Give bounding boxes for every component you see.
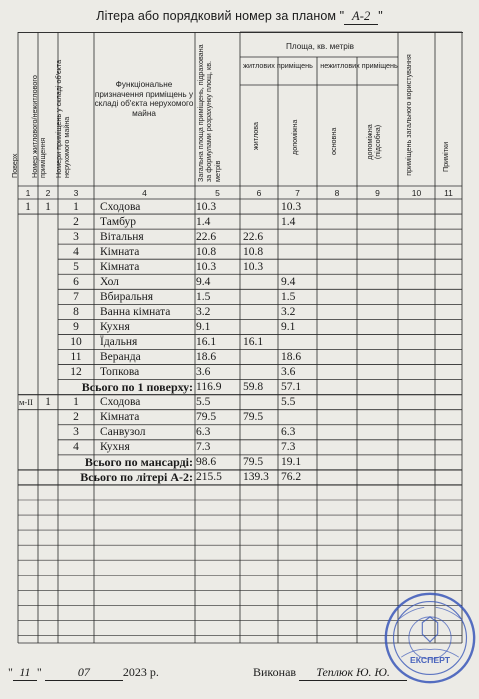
row-purpose: Сходова: [100, 396, 141, 409]
row-room-no: 12: [70, 366, 82, 379]
row-purpose: Кухня: [100, 320, 130, 333]
row-total-area: 9.1: [196, 320, 211, 333]
header-area-group: Площа, кв. метрів: [285, 42, 354, 51]
row-aux-area: 18.6: [281, 351, 302, 363]
row-room-type-no: 1: [45, 396, 51, 409]
row-purpose: Сходова: [100, 200, 141, 213]
row-room-no: 10: [70, 335, 82, 348]
row-aux-area: 1.4: [281, 215, 296, 228]
total-area: 98.6: [196, 456, 217, 469]
total-label: Всього по 1 поверху:: [81, 380, 193, 395]
row-floor: [18, 260, 38, 274]
row-room-type-no: [38, 425, 58, 439]
column-number: 4: [142, 188, 147, 198]
header-room-type-no: Номер житлового/нежитлового приміщення: [30, 75, 48, 178]
total-living: 59.8: [243, 381, 264, 394]
row-purpose: Хол: [100, 275, 119, 288]
row-total-area: 3.6: [196, 366, 211, 379]
row-aux-area: 10.3: [281, 200, 302, 213]
total-label: Всього по мансарді:: [84, 455, 193, 470]
row-total-area: 1.5: [196, 290, 211, 303]
header-main: основна: [329, 127, 338, 155]
row-floor: 1: [25, 200, 31, 213]
total-aux: 76.2: [281, 471, 302, 484]
row-total-area: 22.6: [196, 230, 217, 243]
row-total-area: 10.3: [196, 260, 217, 273]
row-room-no: 7: [73, 290, 79, 303]
row-room-no: 3: [73, 230, 79, 243]
row-aux-area: 3.2: [281, 305, 296, 318]
total-aux: 19.1: [281, 456, 302, 469]
row-floor: [18, 350, 38, 364]
header-floor: Поверх: [10, 153, 19, 178]
row-room-no: 5: [73, 260, 79, 273]
row-room-type-no: 1: [45, 200, 51, 213]
row-room-no: 11: [70, 351, 82, 363]
row-room-no: 1: [73, 200, 79, 213]
header-purpose: Функціональне призначення приміщень у складі об'єкта нерухомого майна: [94, 80, 194, 119]
row-room-type-no: [38, 440, 58, 454]
row-floor: [18, 275, 38, 289]
header-notes: Примітки: [441, 141, 450, 172]
header-living: житлова: [251, 122, 260, 150]
column-number: 11: [444, 188, 453, 198]
row-room-no: 2: [73, 411, 79, 424]
row-total-area: 6.3: [196, 426, 211, 439]
row-room-type-no: [38, 365, 58, 379]
row-total-area: 1.4: [196, 215, 211, 228]
title-suffix: ": [378, 9, 383, 23]
total-living: 139.3: [243, 471, 269, 484]
row-aux-area: 5.5: [281, 396, 296, 409]
column-number: 6: [256, 188, 262, 198]
footer-executor-name: Теплюк Ю. Ю.: [299, 665, 407, 681]
column-number: 8: [334, 188, 340, 198]
header-total-area: Загальна площа приміщень, підрахована за формулами розрахунку площ, кв. метрів: [196, 44, 222, 182]
row-room-no: 1: [73, 396, 79, 409]
column-number: 5: [215, 188, 220, 198]
row-floor: [18, 290, 38, 304]
row-room-type-no: [38, 335, 58, 349]
row-room-type-no: [38, 350, 58, 364]
column-number: 9: [375, 188, 380, 198]
row-floor: [18, 320, 38, 334]
row-aux-area: 6.3: [281, 426, 296, 439]
row-room-no: 8: [73, 305, 79, 318]
footer-year: 2023: [122, 665, 147, 679]
row-room-type-no: [38, 215, 58, 229]
row-floor: [18, 230, 38, 244]
header-aux-basement: допоміжна (підсобна): [365, 124, 383, 160]
row-room-no: 3: [73, 426, 79, 439]
row-room-no: 4: [73, 245, 79, 258]
row-purpose: Кімната: [100, 245, 140, 258]
column-number: 2: [45, 188, 51, 198]
row-total-area: 3.2: [196, 305, 211, 318]
row-floor: [18, 440, 38, 454]
row-room-type-no: [38, 275, 58, 289]
row-purpose: Кухня: [100, 441, 130, 454]
row-purpose: Санвузол: [100, 426, 146, 439]
total-area: 116.9: [196, 381, 222, 394]
total-area: 215.5: [196, 471, 222, 484]
row-total-area: 18.6: [196, 351, 217, 363]
row-room-no: 4: [73, 441, 79, 454]
row-room-no: 6: [73, 275, 79, 288]
column-number: 1: [25, 188, 31, 198]
row-aux-area: 9.1: [281, 320, 296, 333]
row-living-area: 10.3: [243, 260, 264, 273]
total-living: 79.5: [243, 456, 264, 469]
row-aux-area: 7.3: [281, 441, 296, 454]
row-room-type-no: [38, 260, 58, 274]
row-floor: [18, 425, 38, 439]
row-floor: [18, 410, 38, 424]
row-aux-area: 1.5: [281, 290, 296, 303]
row-total-area: 10.3: [196, 200, 217, 213]
row-floor: [18, 365, 38, 379]
row-total-area: 9.4: [196, 275, 211, 288]
footer-date: " 11 " 07 2023 р.: [8, 665, 159, 679]
row-purpose: Веранда: [100, 351, 141, 363]
row-room-type-no: [38, 230, 58, 244]
column-number: 10: [411, 188, 422, 198]
seal-stamp: [382, 590, 478, 686]
row-room-no: 9: [73, 320, 79, 333]
row-total-area: 79.5: [196, 411, 217, 424]
stamp-text: ЕКСПЕРТ: [410, 654, 450, 665]
footer-executor-label: Виконав: [253, 665, 297, 679]
column-number: 7: [295, 188, 300, 198]
footer-day: 11: [13, 665, 37, 681]
header-living-rooms: житлових приміщень: [243, 61, 313, 70]
total-aux: 57.1: [281, 381, 302, 394]
row-floor: [18, 215, 38, 229]
row-living-area: 16.1: [243, 335, 264, 348]
footer-month: 07: [45, 665, 123, 681]
row-purpose: Вітальня: [100, 230, 144, 243]
row-total-area: 16.1: [196, 335, 217, 348]
row-room-no: 2: [73, 215, 79, 228]
row-floor: [18, 305, 38, 319]
footer-year-suffix: р.: [149, 665, 159, 679]
row-purpose: Кімната: [100, 411, 140, 424]
header-auxiliary: допоміжна: [290, 119, 299, 155]
row-total-area: 5.5: [196, 396, 211, 409]
row-floor: [18, 335, 38, 349]
header-room-no: Номери приміщень у складі об'єкта нерухомого майна: [54, 59, 72, 178]
total-label: Всього по літері А-2:: [80, 470, 193, 485]
row-room-type-no: [38, 305, 58, 319]
row-room-type-no: [38, 245, 58, 259]
row-room-type-no: [38, 320, 58, 334]
title-prefix: Літера або порядковий номер за планом ": [96, 9, 345, 23]
row-purpose: Топкова: [100, 366, 140, 379]
row-living-area: 22.6: [243, 230, 264, 243]
row-purpose: Тамбур: [100, 215, 137, 228]
row-living-area: 79.5: [243, 411, 264, 424]
header-common-use: приміщень загального користування: [404, 54, 413, 176]
row-aux-area: 3.6: [281, 366, 296, 379]
title-letter: А-2: [344, 9, 378, 25]
row-floor: м-ІІ: [19, 397, 33, 408]
row-total-area: 7.3: [196, 441, 211, 454]
row-purpose: Їдальня: [100, 335, 138, 348]
row-purpose: Кімната: [100, 260, 140, 273]
row-room-type-no: [38, 290, 58, 304]
row-living-area: 10.8: [243, 245, 264, 258]
row-aux-area: 9.4: [281, 275, 296, 288]
header-nonliving-rooms: нежитлових приміщень: [320, 61, 398, 70]
row-total-area: 10.8: [196, 245, 217, 258]
column-number: 3: [73, 188, 79, 198]
row-room-type-no: [38, 410, 58, 424]
row-purpose: Ванна кімната: [100, 305, 171, 318]
row-floor: [18, 245, 38, 259]
row-purpose: Вбиральня: [100, 290, 154, 303]
